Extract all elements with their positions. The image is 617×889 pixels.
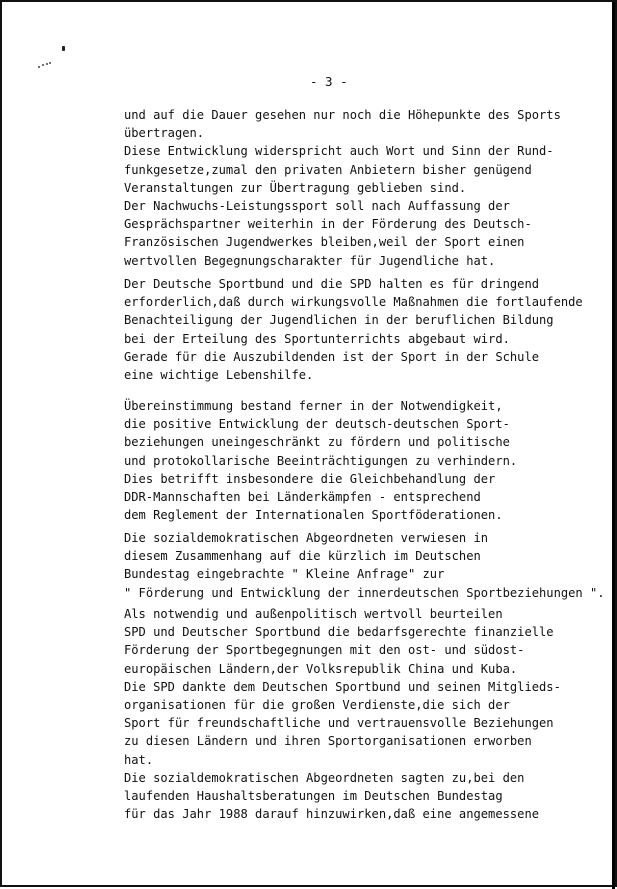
text-line: für das Jahr 1988 darauf hinzuwirken,daß eine angemessene: [124, 807, 540, 822]
text-line: diesem Zusammenhang auf die kürzlich im Deutschen: [124, 549, 481, 564]
text-line: Die sozialdemokratischen Abgeordneten sagten zu,bei den: [124, 770, 525, 785]
text-line: Die sozialdemokratischen Abgeordneten verwiesen in: [124, 531, 489, 545]
text-line: übertragen.: [124, 126, 205, 141]
text-line: eine wichtige Lebenshilfe.: [124, 367, 314, 382]
text-line: Dies betrifft insbesondere die Gleichbehandlung der: [124, 471, 496, 486]
text-line: Bundestag eingebrachte " Kleine Anfrage" zur: [124, 567, 445, 582]
text-line: zu diesen Ländern und ihren Sportorganisationen erworben: [124, 734, 532, 749]
text-line: und protokollarische Beeinträchtigungen zu verhindern.: [124, 453, 518, 468]
paragraph-1: [124, 106, 614, 270]
text-line: Gerade für die Auszubildenden ist der Sport in der Schule: [124, 349, 540, 364]
text-line: europäischen Ländern,der Volksrepublik China und Kuba.: [124, 661, 518, 676]
text-line: Förderung der Sportbegegnungen mit den ost- und südost-: [124, 643, 525, 658]
paragraph-3: [124, 397, 614, 524]
text-line: Sport für freundschaftliche und vertrauensvolle Beziehungen: [124, 716, 554, 731]
text-line: und auf die Dauer gesehen nur noch die Höhepunkte des Sports: [124, 108, 561, 122]
paragraph-5: [124, 605, 614, 823]
text-line: Übereinstimmung bestand ferner in der Notwendigkeit,: [124, 399, 503, 413]
text-line: DDR-Mannschaften bei Länderkämpfen - entsprechend: [124, 489, 481, 504]
paragraph-4: [124, 529, 614, 602]
text-line: hat.: [124, 752, 154, 767]
text-line: Der Deutsche Sportbund und die SPD halten es für dringend: [124, 277, 540, 291]
text-line: Die SPD dankte dem Deutschen Sportbund und seinen Mitglieds-: [124, 679, 561, 694]
text-line: Als notwendig und außenpolitisch wertvoll beurteilen: [124, 607, 503, 621]
text-line: beziehungen uneingeschränkt zu fördern und politische: [124, 435, 510, 450]
text-line: erforderlich,daß durch wirkungsvolle Maßnahmen die fortlaufende: [124, 295, 583, 310]
text-line: die positive Entwicklung der deutsch-deutschen Sport-: [124, 417, 510, 432]
text-line: Diese Entwicklung widerspricht auch Wort und Sinn der Rund-: [124, 144, 554, 159]
text-line: wertvollen Begegnungscharakter für Jugendliche hat.: [124, 253, 496, 268]
text-line: dem Reglement der Internationalen Sportföderationen.: [124, 508, 503, 523]
text-line: Französischen Jugendwerkes bleiben,weil der Sport einen: [124, 235, 525, 250]
text-line: " Förderung und Entwicklung der innerdeutschen Sportbeziehungen ".: [124, 585, 605, 600]
text-line: Der Nachwuchs-Leistungssport soll nach Auffassung der: [124, 198, 510, 213]
text-line: laufenden Haushaltsberatungen im Deutschen Bundestag: [124, 788, 503, 803]
scan-speck: [38, 62, 52, 68]
paragraph-2: [124, 275, 614, 384]
text-line: Benachteiligung der Jugendlichen in der beruflichen Bildung: [124, 313, 554, 328]
page-number: - 3 -: [310, 74, 348, 89]
text-line: organisationen für die großen Verdienste,die sich der: [124, 697, 510, 712]
text-line: SPD und Deutscher Sportbund die bedarfsgerechte finanzielle: [124, 625, 554, 640]
text-line: funkgesetze,zumal den privaten Anbietern bisher genügend: [124, 162, 532, 177]
text-line: bei der Erteilung des Sportunterrichts abgebaut wird.: [124, 331, 510, 346]
scan-speck: [62, 46, 65, 51]
text-line: Veranstaltungen zur Übertragung geblieben sind.: [124, 180, 467, 195]
text-line: Gesprächspartner weiterhin in der Förderung des Deutsch-: [124, 217, 532, 232]
